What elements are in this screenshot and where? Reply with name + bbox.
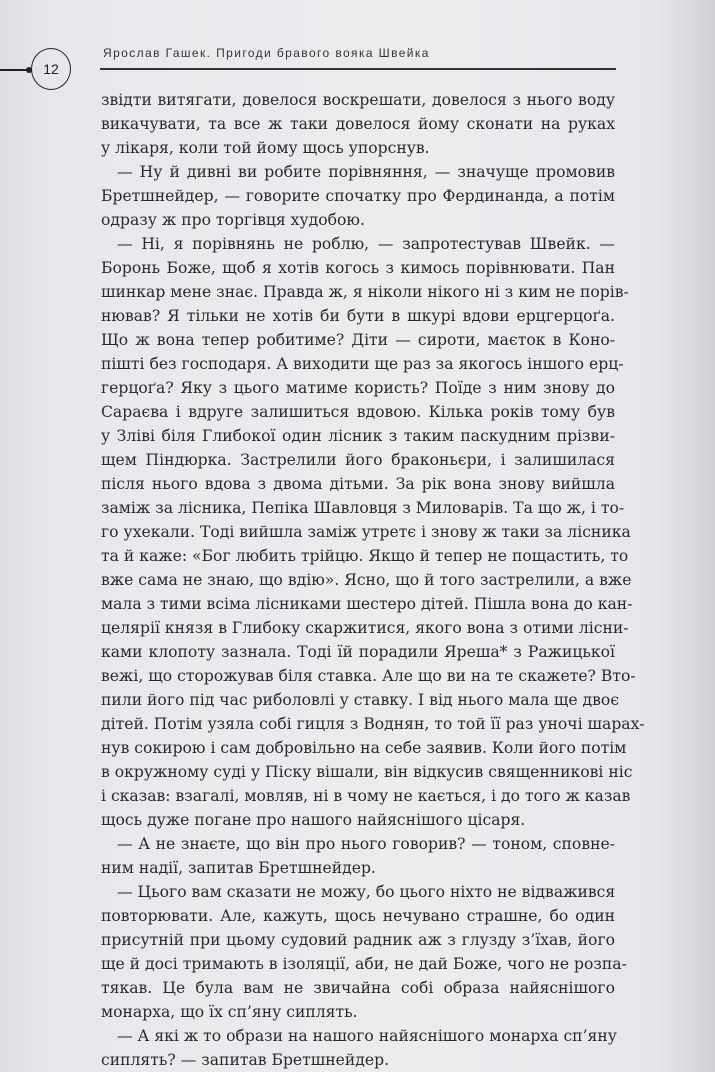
page-number (31, 48, 71, 90)
text-line: у Зліві біля Глибокої один лісник з таким паскудним прізви- (101, 427, 615, 445)
text-line: дітей. Потім узяла собі гицля з Воднян, то той її раз уночі шарах- (101, 715, 645, 733)
text-line: монарха, що їх сп’яну сиплять. (101, 1003, 358, 1021)
text-line: у лікаря, коли той йому щось упорснув. (101, 139, 430, 157)
text-line: ним надії, запитав Бретшнейдер. (101, 859, 376, 877)
text-line: герцоґа? Яку з цього матиме користь? Поїде з ним знову до (101, 379, 615, 397)
text-line: шинкар мене знає. Правда ж, я ніколи нікого ні з ким не порів- (101, 283, 629, 301)
text-line: — Цього вам сказати не можу, бо цього ніхто не відважився (117, 883, 616, 901)
text-line: Боронь Боже, щоб я хотів когось з кимось порівнювати. Пан (101, 259, 615, 277)
text-line: нув сокирою і сам добровільно на себе заявив. Коли його потім (101, 739, 627, 757)
header-rule (100, 68, 616, 70)
text-line: го ухекали. Тоді вийшла заміж утретє і знову ж таки за лісника (101, 523, 631, 541)
text-line: — Ну й дивні ви робите порівняння, — значуще промовив (117, 163, 615, 181)
text-line: Бретшнейдер, — говорите спочатку про Фердинанда, а потім (101, 187, 615, 205)
text-line: ще й досі тримають в ізоляції, аби, не дай Боже, чого не розпа- (101, 955, 627, 973)
text-line: в окружному суді у Піску вішали, він відкусив священникові ніс (101, 763, 633, 781)
text-line: — Ні, я порівнянь не роблю, — запротестував Швейк. — (117, 235, 615, 253)
text-line: та й каже: «Бог любить трійцю. Якщо й тепер не пощастить, то (101, 547, 629, 565)
text-line: звідти витягати, довелося воскрешати, довелося з нього воду (101, 91, 615, 109)
text-line: Сараєва і вдруге залишиться вдовою. Кілька років тому був (101, 403, 615, 421)
text-line: ками клопоту зазнала. Тоді їй порадили Яреша* з Ражицької (101, 643, 615, 661)
text-line: щось дуже погане про нашого найяснішого цісаря. (101, 811, 526, 829)
text-line: — А не знаєте, що він про нього говорив? — тоном, сповне- (117, 835, 615, 853)
text-line: пішті без господаря. А виходити ще раз за якогось іншого ерц- (101, 355, 624, 373)
text-line: — А які ж то образи на нашого найяснішого монарха сп’яну (117, 1027, 617, 1045)
text-line: присутній при цьому судовий радник аж з глузду з’їхав, його (101, 931, 615, 949)
text-line: целярії князя в Глибоку скаржитися, якого вона з отими лісни- (101, 619, 629, 637)
text-line: вежі, що сторожував біля ставка. Але що ви на те скажете? Вто- (101, 667, 636, 685)
text-line: повторювати. Але, кажуть, щось нечувано страшне, бо один (101, 907, 615, 925)
text-line: викачувати, та все ж таки довелося йому сконати на руках (101, 115, 615, 133)
text-line: пили його під час риболовлі у ставку. І від нього мала ще двоє (101, 691, 620, 709)
text-line: мала з тими всіма лісниками шестеро дітей. Пішла вона до кан- (101, 595, 633, 613)
text-line: Що ж вона тепер робитиме? Діти — сироти, маєток в Коно- (101, 331, 615, 349)
running-title: Ярослав Гашек. Пригоди бравого вояка Швейка (103, 46, 430, 60)
text-line: після нього вдова з двома дітьми. За рік вона знову вийшла (101, 475, 615, 493)
text-line: щем Піндюрка. Застрелили його браконьєри, і залишилася (101, 451, 615, 469)
text-line: вже сама не знаю, що вдію». Ясно, що й того застрелили, а вже (101, 571, 632, 589)
text-line: нював? Я тільки не хотів би бути в шкурі вдови ерцгерцоґа. (101, 307, 615, 325)
page-number-text: 12 (43, 61, 59, 77)
text-line: і сказав: взагалі, мовляв, ні в чому не кається, і до того ж казав (101, 787, 631, 805)
text-line: заміж за лісника, Пепіка Шавловця з Миловарів. Та що ж, і то- (101, 499, 625, 517)
text-line: одразу ж про торгівця худобою. (101, 211, 365, 229)
body-text (101, 88, 645, 1072)
text-line: сиплять? — запитав Бретшнейдер. (101, 1051, 390, 1069)
text-line: тякав. Це була вам не звичайна собі образа найяснішого (101, 979, 615, 997)
